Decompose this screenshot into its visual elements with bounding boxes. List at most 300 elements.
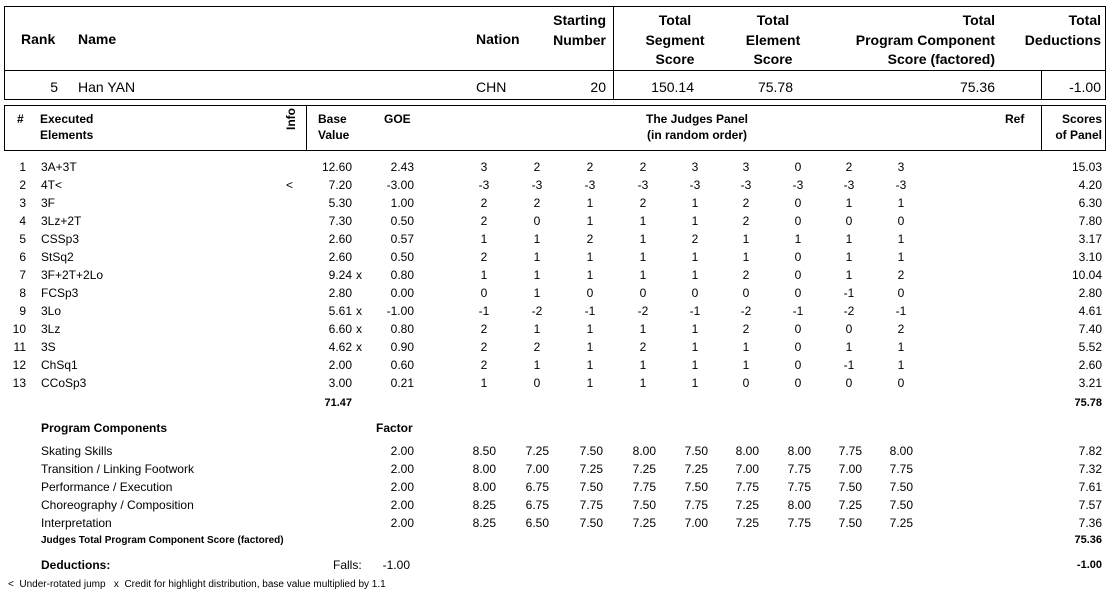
element-base-value: 4.62 (328, 340, 352, 354)
judge-mark: 1 (691, 196, 699, 210)
element-score: 2.80 (1078, 286, 1102, 300)
component-row (0, 462, 1111, 478)
judge-mark: -2 (843, 304, 855, 318)
judge-mark: 1 (533, 358, 541, 372)
judge-mark: 7.50 (684, 444, 708, 458)
element-score: 4.20 (1078, 178, 1102, 192)
component-score: 7.36 (1078, 516, 1102, 530)
judge-mark: 1 (533, 250, 541, 264)
scores-of-panel-header: Scores of Panel (1055, 112, 1102, 142)
judge-mark: 7.00 (838, 462, 862, 476)
judge-mark: -3 (531, 178, 543, 192)
judge-mark: 0 (794, 160, 802, 174)
judge-mark: 1 (845, 250, 853, 264)
judge-mark: 7.50 (632, 498, 656, 512)
judge-mark: 3 (691, 160, 699, 174)
skater-nation: CHN (476, 79, 507, 95)
component-row (0, 444, 1111, 460)
total-segment-score-header: Total Segment Score (645, 12, 705, 67)
judge-mark: 1 (897, 358, 905, 372)
judge-mark: 2 (742, 268, 750, 282)
judge-mark: 1 (845, 340, 853, 354)
judge-mark: 7.50 (579, 480, 603, 494)
component-row (0, 498, 1111, 514)
judge-mark: 0 (794, 214, 802, 228)
judge-mark: -1 (584, 304, 596, 318)
judge-mark: 3 (897, 160, 905, 174)
judge-mark: 1 (691, 250, 699, 264)
element-base-value: 7.20 (328, 178, 352, 192)
judge-mark: 7.25 (735, 516, 759, 530)
table-row (0, 286, 1111, 302)
element-number: 10 (12, 322, 26, 336)
judge-mark: -3 (584, 178, 596, 192)
table-row (0, 304, 1111, 320)
judge-mark: 7.25 (684, 462, 708, 476)
judge-mark: 0 (586, 286, 594, 300)
judge-mark: 7.75 (838, 444, 862, 458)
element-bonus-marker: x (356, 322, 362, 336)
judge-mark: 7.00 (684, 516, 708, 530)
table-row (0, 340, 1111, 356)
element-goe: 0.80 (390, 268, 414, 282)
judge-mark: 7.25 (838, 498, 862, 512)
judge-mark: 1 (639, 376, 647, 390)
falls-label: Falls: (333, 558, 362, 572)
deductions-label: Deductions: (41, 558, 111, 572)
judge-mark: 1 (639, 322, 647, 336)
element-base-value: 12.60 (321, 160, 352, 174)
judge-mark: 7.00 (735, 462, 759, 476)
element-name: 3A+3T (41, 160, 77, 174)
element-goe: 0.90 (390, 340, 414, 354)
judge-mark: 8.25 (472, 516, 496, 530)
judge-mark: 1 (639, 250, 647, 264)
component-row (0, 516, 1111, 532)
element-number: 8 (19, 286, 26, 300)
element-name: CCoSp3 (41, 376, 87, 390)
element-base-value: 2.60 (328, 232, 352, 246)
judge-mark: 8.00 (889, 444, 913, 458)
judge-mark: 0 (480, 286, 488, 300)
judge-mark: 1 (845, 232, 853, 246)
element-number: 1 (19, 160, 26, 174)
name-header: Name (78, 31, 117, 47)
judge-mark: 7.25 (735, 498, 759, 512)
judge-mark: 7.50 (579, 516, 603, 530)
components-total-score: 75.36 (1074, 534, 1102, 546)
element-goe: 1.00 (390, 196, 414, 210)
component-factor: 2.00 (390, 462, 414, 476)
judge-mark: 1 (691, 376, 699, 390)
element-score: 10.04 (1071, 268, 1102, 282)
element-goe: 0.50 (390, 214, 414, 228)
skater-total-element-score: 75.78 (757, 79, 793, 95)
judge-mark: -1 (478, 304, 490, 318)
judge-mark: 7.25 (579, 462, 603, 476)
judge-mark: 7.50 (889, 480, 913, 494)
component-name: Performance / Execution (41, 480, 173, 494)
judge-mark: -1 (843, 286, 855, 300)
judge-mark: 7.50 (838, 480, 862, 494)
element-base-value: 6.60 (328, 322, 352, 336)
element-goe: -3.00 (386, 178, 414, 192)
judge-mark: 7.25 (889, 516, 913, 530)
element-base-value: 9.24 (328, 268, 352, 282)
total-program-component-header: Total Program Component Score (factored) (855, 12, 995, 67)
judge-mark: 7.75 (787, 462, 811, 476)
judge-mark: 0 (742, 376, 750, 390)
element-number: 13 (12, 376, 26, 390)
judge-mark: 1 (845, 268, 853, 282)
judge-mark: 1 (845, 196, 853, 210)
judge-mark: 0 (794, 196, 802, 210)
element-name: StSq2 (41, 250, 74, 264)
judge-mark: 7.50 (579, 444, 603, 458)
element-score: 2.60 (1078, 358, 1102, 372)
element-base-value: 5.61 (328, 304, 352, 318)
element-number: 5 (19, 232, 26, 246)
judge-mark: 2 (897, 322, 905, 336)
judge-mark: 0 (897, 286, 905, 300)
goe-header: GOE (384, 112, 411, 126)
judge-mark: 1 (897, 340, 905, 354)
judge-mark: 1 (897, 196, 905, 210)
judge-mark: 0 (794, 340, 802, 354)
element-name: FCSp3 (41, 286, 79, 300)
element-name: 3Lz (41, 322, 61, 336)
judge-mark: 0 (845, 376, 853, 390)
table-row (0, 196, 1111, 212)
table-row (0, 214, 1111, 230)
judge-mark: 2 (639, 196, 647, 210)
judge-mark: 8.00 (472, 480, 496, 494)
judge-mark: 1 (586, 376, 594, 390)
components-total-label: Judges Total Program Component Score (factored) (41, 535, 284, 546)
element-name: ChSq1 (41, 358, 78, 372)
element-score: 3.21 (1078, 376, 1102, 390)
starting-number-header: Starting Number (553, 12, 606, 48)
judge-mark: 1 (742, 250, 750, 264)
judge-mark: 8.00 (632, 444, 656, 458)
judge-mark: 0 (794, 286, 802, 300)
judge-mark: -3 (478, 178, 490, 192)
element-goe: 2.43 (390, 160, 414, 174)
judge-mark: 2 (480, 322, 488, 336)
component-score: 7.61 (1078, 480, 1102, 494)
table-row (0, 178, 1111, 194)
judge-mark: 1 (480, 268, 488, 282)
judge-mark: 3 (742, 160, 750, 174)
judge-mark: 8.00 (472, 462, 496, 476)
factor-header: Factor (376, 421, 413, 435)
judge-mark: 0 (794, 376, 802, 390)
element-score: 3.17 (1078, 232, 1102, 246)
judge-mark: 1 (586, 340, 594, 354)
judge-mark: 1 (586, 358, 594, 372)
judge-mark: -2 (740, 304, 752, 318)
judge-mark: 2 (742, 196, 750, 210)
rank-header: Rank (21, 31, 56, 47)
base-value-header: Base Value (318, 112, 350, 142)
judge-mark: 1 (639, 232, 647, 246)
judge-mark: 1 (691, 322, 699, 336)
judge-mark: 8.25 (472, 498, 496, 512)
element-base-value: 7.30 (328, 214, 352, 228)
table-row (0, 250, 1111, 266)
skater-total-deductions: -1.00 (1069, 79, 1101, 95)
judge-mark: 0 (794, 268, 802, 282)
judge-mark: 8.00 (787, 444, 811, 458)
judge-mark: -3 (843, 178, 855, 192)
judge-mark: 0 (897, 214, 905, 228)
judge-mark: 7.25 (632, 462, 656, 476)
judges-panel-header: The Judges Panel (in random order) (645, 112, 749, 142)
falls-value: -1.00 (382, 558, 410, 572)
elements-base-total: 71.47 (324, 397, 352, 409)
judge-mark: 0 (794, 358, 802, 372)
judge-mark: 1 (639, 358, 647, 372)
judge-mark: 1 (586, 250, 594, 264)
judge-mark: 8.00 (735, 444, 759, 458)
executed-elements-header: Executed Elements (40, 112, 94, 142)
skater-name: Han YAN (78, 79, 136, 95)
element-number: 6 (19, 250, 26, 264)
element-name: 3Lo (41, 304, 62, 318)
judge-mark: 7.50 (889, 498, 913, 512)
component-factor: 2.00 (390, 444, 414, 458)
judge-mark: 0 (794, 322, 802, 336)
judge-mark: 2 (586, 232, 594, 246)
num-header: # (17, 112, 24, 126)
judge-mark: 6.50 (525, 516, 549, 530)
judge-mark: 7.25 (632, 516, 656, 530)
total-element-score-header: Total Element Score (745, 12, 801, 67)
element-base-value: 2.80 (328, 286, 352, 300)
component-name: Choreography / Composition (41, 498, 194, 512)
element-score: 7.80 (1078, 214, 1102, 228)
nation-header: Nation (476, 31, 520, 47)
judge-mark: 1 (586, 214, 594, 228)
elements-score-total: 75.78 (1074, 397, 1102, 409)
judge-mark: 1 (586, 196, 594, 210)
element-number: 7 (19, 268, 26, 282)
element-goe: 0.57 (390, 232, 414, 246)
skater-total-segment-score: 150.14 (651, 79, 694, 95)
judge-mark: 0 (639, 286, 647, 300)
judge-mark: 2 (533, 160, 541, 174)
judge-mark: 7.75 (787, 516, 811, 530)
judge-mark: 1 (639, 268, 647, 282)
judge-mark: 2 (845, 160, 853, 174)
judge-mark: -1 (689, 304, 701, 318)
judge-mark: 2 (533, 340, 541, 354)
judge-mark: -1 (895, 304, 907, 318)
judge-mark: 2 (742, 322, 750, 336)
judge-mark: 2 (639, 340, 647, 354)
judge-mark: 2 (480, 214, 488, 228)
judge-mark: 1 (691, 214, 699, 228)
element-score: 4.61 (1078, 304, 1102, 318)
judge-mark: 1 (897, 232, 905, 246)
component-factor: 2.00 (390, 516, 414, 530)
deductions-total: -1.00 (1076, 559, 1102, 571)
element-score: 5.52 (1078, 340, 1102, 354)
skater-total-program-component: 75.36 (959, 79, 995, 95)
judge-mark: 1 (742, 340, 750, 354)
element-number: 11 (13, 340, 26, 354)
judge-mark: 0 (897, 376, 905, 390)
component-name: Transition / Linking Footwork (41, 462, 194, 476)
judge-mark: 7.75 (787, 480, 811, 494)
element-bonus-marker: x (356, 340, 362, 354)
judge-mark: 0 (691, 286, 699, 300)
element-number: 2 (19, 178, 26, 192)
judge-mark: 1 (742, 358, 750, 372)
judge-mark: 1 (533, 322, 541, 336)
program-components-title: Program Components (41, 421, 168, 435)
element-bonus-marker: x (356, 304, 362, 318)
judge-mark: 0 (533, 376, 541, 390)
judge-mark: 7.50 (684, 480, 708, 494)
element-score: 15.03 (1071, 160, 1102, 174)
element-number: 9 (19, 304, 26, 318)
judge-mark: -1 (843, 358, 855, 372)
judge-mark: -3 (792, 178, 804, 192)
component-row (0, 480, 1111, 496)
ref-header: Ref (1005, 112, 1025, 126)
judge-mark: 7.75 (889, 462, 913, 476)
element-base-value: 5.30 (328, 196, 352, 210)
judge-mark: 1 (533, 286, 541, 300)
judge-mark: -2 (531, 304, 543, 318)
judge-mark: 0 (845, 214, 853, 228)
judge-mark: -3 (740, 178, 752, 192)
element-score: 3.10 (1078, 250, 1102, 264)
element-name: 4T< (41, 178, 63, 192)
judge-mark: -3 (689, 178, 701, 192)
judge-mark: 0 (533, 214, 541, 228)
judge-mark: 2 (897, 268, 905, 282)
element-name: 3Lz+2T (41, 214, 82, 228)
judge-mark: 2 (639, 160, 647, 174)
judge-mark: 2 (480, 358, 488, 372)
judge-mark: 2 (480, 340, 488, 354)
table-row (0, 358, 1111, 374)
judge-mark: -2 (637, 304, 649, 318)
element-goe: 0.80 (390, 322, 414, 336)
component-score: 7.57 (1078, 498, 1102, 512)
judge-mark: 8.50 (472, 444, 496, 458)
total-deductions-header: Total Deductions (1024, 12, 1101, 48)
element-base-value: 3.00 (328, 376, 352, 390)
judge-mark: 1 (533, 268, 541, 282)
judge-mark: 7.25 (525, 444, 549, 458)
component-name: Skating Skills (41, 444, 113, 458)
element-number: 3 (19, 196, 26, 210)
judge-mark: 2 (480, 250, 488, 264)
judge-mark: 7.75 (579, 498, 603, 512)
judge-mark: 2 (691, 232, 699, 246)
header-divider (4, 70, 1106, 71)
element-score: 7.40 (1078, 322, 1102, 336)
judge-mark: 2 (533, 196, 541, 210)
element-goe: 0.50 (390, 250, 414, 264)
component-name: Interpretation (41, 516, 112, 530)
judge-mark: 0 (742, 286, 750, 300)
element-score: 6.30 (1078, 196, 1102, 210)
element-goe: -1.00 (386, 304, 414, 318)
table-row (0, 376, 1111, 392)
element-goe: 0.00 (390, 286, 414, 300)
header-separator (613, 6, 614, 100)
table-row (0, 160, 1111, 176)
judge-mark: 1 (742, 232, 750, 246)
table-row (0, 232, 1111, 248)
element-name: 3S (41, 340, 56, 354)
component-factor: 2.00 (390, 498, 414, 512)
judge-mark: 8.00 (787, 498, 811, 512)
judge-mark: 2 (742, 214, 750, 228)
element-number: 4 (19, 214, 26, 228)
component-score: 7.82 (1078, 444, 1102, 458)
judge-mark: 7.75 (632, 480, 656, 494)
skater-starting-number: 20 (590, 79, 606, 95)
element-name: 3F+2T+2Lo (41, 268, 104, 282)
judge-mark: 7.75 (735, 480, 759, 494)
judge-mark: -3 (637, 178, 649, 192)
element-bonus-marker: x (356, 268, 362, 282)
judge-mark: 0 (845, 322, 853, 336)
element-name: 3F (41, 196, 56, 210)
element-goe: 0.21 (390, 376, 414, 390)
elements-header-separator (306, 105, 307, 151)
judge-mark: 1 (586, 322, 594, 336)
judge-mark: 6.75 (525, 480, 549, 494)
judge-mark: 1 (897, 250, 905, 264)
judge-mark: 1 (691, 358, 699, 372)
elements-header-box (4, 105, 1106, 151)
element-goe: 0.60 (390, 358, 414, 372)
element-base-value: 2.00 (328, 358, 352, 372)
judge-mark: 3 (480, 160, 488, 174)
judge-mark: 1 (639, 214, 647, 228)
judge-mark: 7.75 (684, 498, 708, 512)
judge-mark: 2 (480, 196, 488, 210)
judge-mark: 0 (794, 250, 802, 264)
judge-mark: 7.00 (525, 462, 549, 476)
judge-mark: 1 (691, 268, 699, 282)
judge-mark: -1 (792, 304, 804, 318)
judge-mark: 1 (691, 340, 699, 354)
judge-mark: 1 (586, 268, 594, 282)
judge-mark: 1 (533, 232, 541, 246)
judge-mark: 2 (586, 160, 594, 174)
judge-mark: -3 (895, 178, 907, 192)
footnote: < Under-rotated jump x Credit for highlight distribution, base value multiplied by 1.1 (8, 579, 386, 590)
judge-mark: 7.50 (838, 516, 862, 530)
judge-mark: 6.75 (525, 498, 549, 512)
component-score: 7.32 (1078, 462, 1102, 476)
component-factor: 2.00 (390, 480, 414, 494)
table-row (0, 268, 1111, 284)
judge-mark: 1 (794, 232, 802, 246)
skater-rank: 5 (50, 79, 58, 95)
judge-mark: 1 (480, 376, 488, 390)
table-row (0, 322, 1111, 338)
element-info: < (286, 178, 294, 192)
judge-mark: 1 (480, 232, 488, 246)
